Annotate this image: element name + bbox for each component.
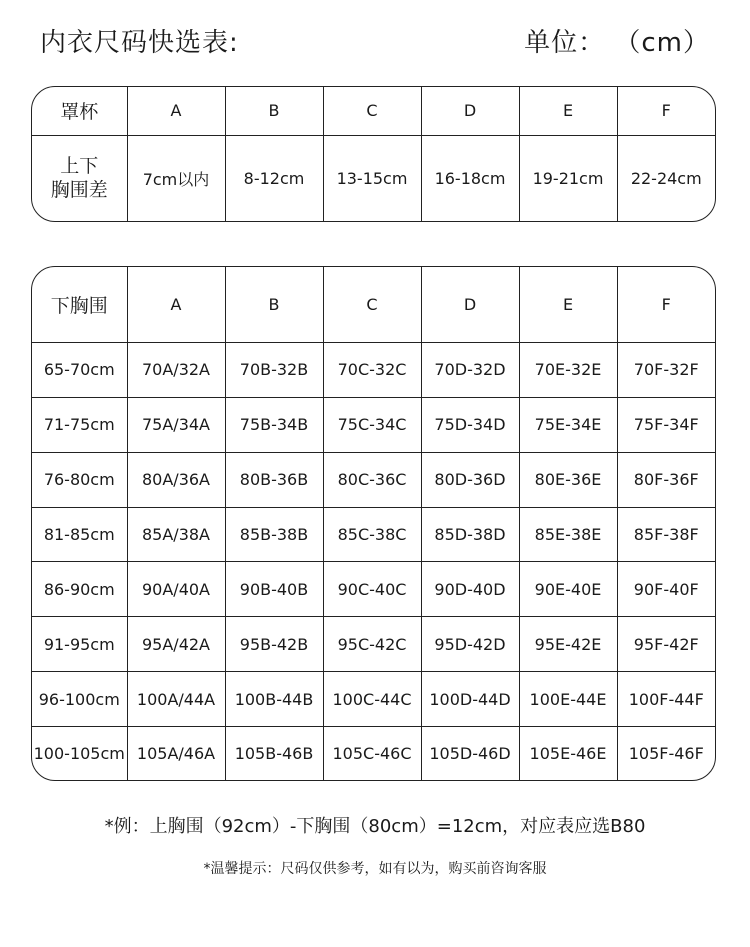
underbust-range: 91-95cm xyxy=(32,617,127,672)
diff-value: 16-18cm xyxy=(421,135,519,221)
size-cell: 90F-40F xyxy=(617,562,715,617)
size-cell: 85C-38C xyxy=(323,507,421,562)
cup-letter: B xyxy=(225,87,323,135)
size-cell: 95C-42C xyxy=(323,617,421,672)
size-cell: 95D-42D xyxy=(421,617,519,672)
size-cell: 85E-38E xyxy=(519,507,617,562)
size-cell: 100D-44D xyxy=(421,672,519,727)
size-cell: 105D-46D xyxy=(421,726,519,780)
unit-label: 单位： （cm） xyxy=(524,28,710,58)
underbust-range: 86-90cm xyxy=(32,562,127,617)
size-cell: 70B-32B xyxy=(225,342,323,397)
size-cell: 90C-40C xyxy=(323,562,421,617)
size-cell: 85B-38B xyxy=(225,507,323,562)
size-cell: 75B-34B xyxy=(225,397,323,452)
size-cell: 75F-34F xyxy=(617,397,715,452)
size-cell: 85A/38A xyxy=(127,507,225,562)
size-cell: 105B-46B xyxy=(225,726,323,780)
table-row xyxy=(32,342,715,397)
table-row xyxy=(32,726,715,780)
underbust-range: 96-100cm xyxy=(32,672,127,727)
size-cell: 85F-38F xyxy=(617,507,715,562)
diff-label-line1: 上下 xyxy=(60,155,99,178)
diff-label-line2: 胸围差 xyxy=(50,179,108,202)
size-cell: 95F-42F xyxy=(617,617,715,672)
table-row xyxy=(32,452,715,507)
size-cell: 75E-34E xyxy=(519,397,617,452)
cup-letter: F xyxy=(617,87,715,135)
example-text: *例：上胸围（92cm）-下胸围（80cm）=12cm，对应表应选B80 xyxy=(104,816,646,837)
diff-value: 8-12cm xyxy=(225,135,323,221)
size-cell: 100C-44C xyxy=(323,672,421,727)
cup-letter: E xyxy=(519,87,617,135)
cup-letter: F xyxy=(617,267,715,342)
size-cell: 100F-44F xyxy=(617,672,715,727)
size-cell: 75C-34C xyxy=(323,397,421,452)
cup-difference-table xyxy=(31,86,716,222)
size-cell: 70A/32A xyxy=(127,342,225,397)
size-cell: 95B-42B xyxy=(225,617,323,672)
size-cell: 95E-42E xyxy=(519,617,617,672)
cup-header-row xyxy=(32,87,715,135)
size-cell: 85D-38D xyxy=(421,507,519,562)
size-cell: 80D-36D xyxy=(421,452,519,507)
size-cell: 70E-32E xyxy=(519,342,617,397)
size-cell: 90E-40E xyxy=(519,562,617,617)
underbust-range: 81-85cm xyxy=(32,507,127,562)
size-cell: 100E-44E xyxy=(519,672,617,727)
size-cell: 100A/44A xyxy=(127,672,225,727)
size-cell: 80F-36F xyxy=(617,452,715,507)
underbust-range: 100-105cm xyxy=(32,726,127,780)
diff-value: 22-24cm xyxy=(617,135,715,221)
diff-value: 7cm以内 xyxy=(127,135,225,221)
size-cell: 70C-32C xyxy=(323,342,421,397)
size-cell: 80A/36A xyxy=(127,452,225,507)
size-cell: 105F-46F xyxy=(617,726,715,780)
size-cell: 80E-36E xyxy=(519,452,617,507)
size-cell: 100B-44B xyxy=(225,672,323,727)
size-cell: 75A/34A xyxy=(127,397,225,452)
size-header-label: 下胸围 xyxy=(32,267,127,342)
underbust-range: 71-75cm xyxy=(32,397,127,452)
size-cell: 95A/42A xyxy=(127,617,225,672)
size-cell: 90A/40A xyxy=(127,562,225,617)
table-row xyxy=(32,617,715,672)
size-header-row xyxy=(32,267,715,342)
size-cell: 105E-46E xyxy=(519,726,617,780)
page-title: 内衣尺码快选表: xyxy=(40,28,239,58)
diff-label xyxy=(32,135,127,221)
underbust-range: 76-80cm xyxy=(32,452,127,507)
size-cell: 75D-34D xyxy=(421,397,519,452)
size-cell: 80B-36B xyxy=(225,452,323,507)
cup-letter: D xyxy=(421,87,519,135)
note-text: *温馨提示：尺码仅供参考，如有以为，购买前咨询客服 xyxy=(203,861,547,877)
table-row xyxy=(32,672,715,727)
size-cell: 105C-46C xyxy=(323,726,421,780)
size-table xyxy=(31,266,716,781)
cup-letter: D xyxy=(421,267,519,342)
size-cell: 70D-32D xyxy=(421,342,519,397)
cup-letter: C xyxy=(323,267,421,342)
cup-letter: A xyxy=(127,87,225,135)
table-row xyxy=(32,397,715,452)
underbust-range: 65-70cm xyxy=(32,342,127,397)
size-cell: 80C-36C xyxy=(323,452,421,507)
table-row xyxy=(32,562,715,617)
cup-letter: C xyxy=(323,87,421,135)
size-cell: 90D-40D xyxy=(421,562,519,617)
cup-diff-row xyxy=(32,135,715,221)
size-cell: 90B-40B xyxy=(225,562,323,617)
cup-letter: A xyxy=(127,267,225,342)
diff-value: 19-21cm xyxy=(519,135,617,221)
cup-letter: E xyxy=(519,267,617,342)
diff-value: 13-15cm xyxy=(323,135,421,221)
cup-header-label: 罩杯 xyxy=(32,87,127,135)
table-row xyxy=(32,507,715,562)
size-cell: 105A/46A xyxy=(127,726,225,780)
cup-letter: B xyxy=(225,267,323,342)
size-cell: 70F-32F xyxy=(617,342,715,397)
